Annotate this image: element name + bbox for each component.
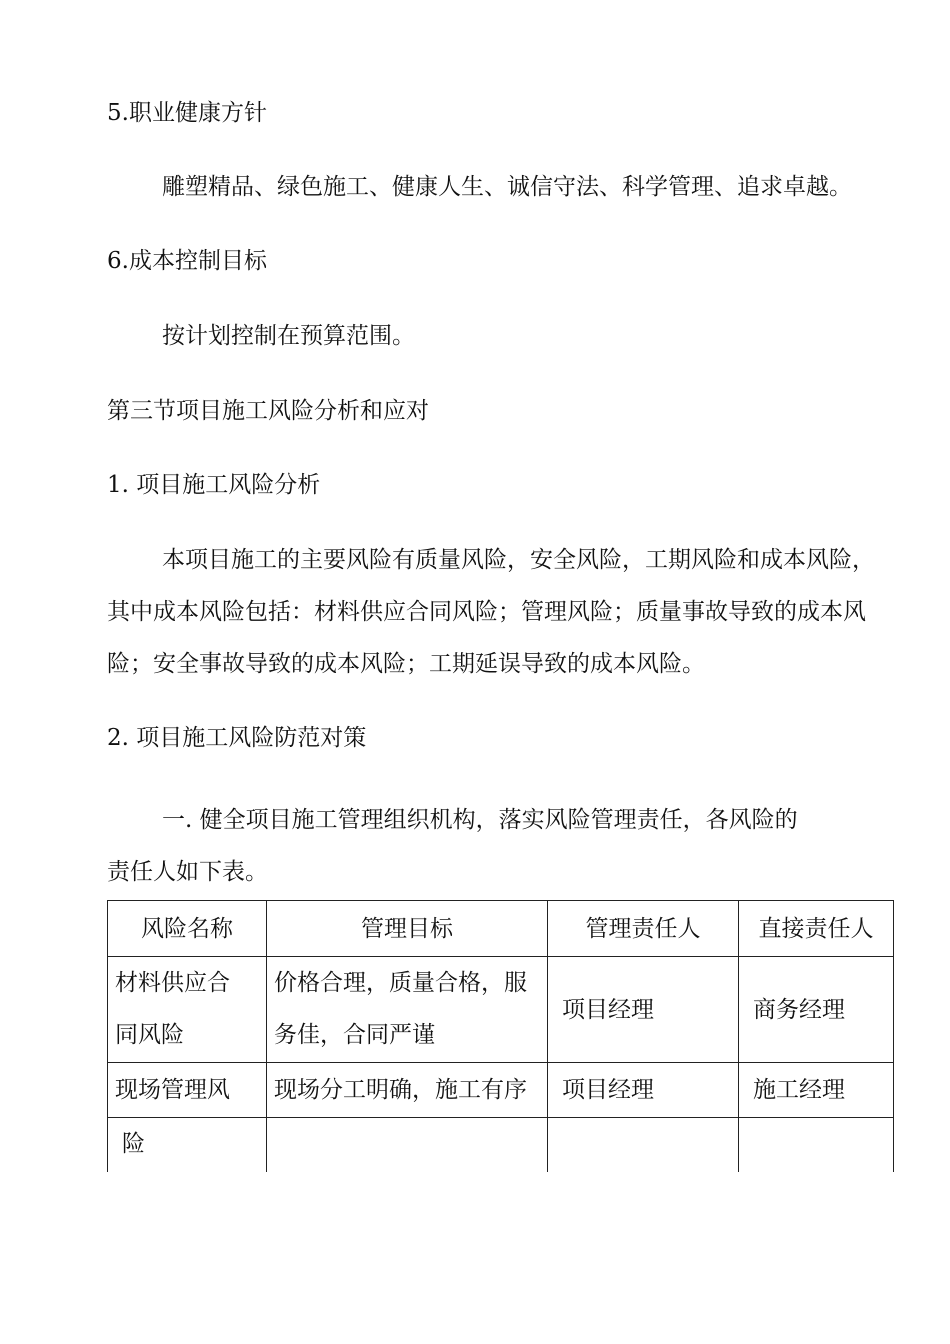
- cell-text-line: 价格合理，质量合格，服: [274, 970, 527, 996]
- cell-management-goal: 现场分工明确，施工有序: [267, 1063, 548, 1118]
- cell-risk-name: 现场管理风: [108, 1063, 267, 1118]
- cell-text-line: 务佳，合同严谨: [274, 1022, 435, 1048]
- risk-analysis-body-line-1: 本项目施工的主要风险有质量风险，安全风险，工期风险和成本风险，: [162, 547, 875, 573]
- risk-analysis-body-line-3: 险；安全事故导致的成本风险；工期延误导致的成本风险。: [107, 651, 705, 677]
- risk-analysis-heading: 1. 项目施工风险分析: [107, 472, 321, 498]
- cell-direct: 商务经理: [739, 957, 894, 1063]
- cell-manager: [548, 1118, 739, 1172]
- table-row: [108, 957, 894, 1063]
- header-risk-name: 风险名称: [108, 901, 267, 957]
- cell-manager: 项目经理: [548, 1063, 739, 1118]
- table-header-row: [108, 901, 894, 957]
- risk-analysis-body-line-2: 其中成本风险包括：材料供应合同风险；管理风险；质量事故导致的成本风: [107, 599, 866, 625]
- header-direct-responsible: 直接责任人: [739, 901, 894, 957]
- cell-text-line: 同风险: [115, 1022, 184, 1048]
- header-management-responsible: 管理责任人: [548, 901, 739, 957]
- section-6-heading: 6.成本控制目标: [107, 248, 267, 274]
- risk-countermeasure-heading: 2. 项目施工风险防范对策: [107, 725, 367, 751]
- cell-manager: 项目经理: [548, 957, 739, 1063]
- countermeasure-body-line-1: 一. 健全项目施工管理组织机构，落实风险管理责任，各风险的: [162, 807, 798, 833]
- cell-management-goal: [267, 1118, 548, 1172]
- chapter-heading: 第三节项目施工风险分析和应对: [107, 398, 429, 424]
- countermeasure-body-line-2: 责任人如下表。: [107, 859, 268, 885]
- cell-text-line: 材料供应合: [115, 970, 230, 996]
- cell-direct: [739, 1118, 894, 1172]
- table-row: [108, 1118, 894, 1172]
- cell-management-goal: [267, 957, 548, 1063]
- table-row: [108, 1063, 894, 1118]
- section-6-body: 按计划控制在预算范围。: [162, 323, 415, 349]
- cell-risk-name: 险: [108, 1118, 267, 1172]
- risk-responsibility-table: [107, 900, 894, 1172]
- cell-direct: 施工经理: [739, 1063, 894, 1118]
- section-5-heading: 5.职业健康方针: [107, 100, 267, 126]
- header-management-goal: 管理目标: [267, 901, 548, 957]
- cell-risk-name: [108, 957, 267, 1063]
- section-5-body: 雕塑精品、绿色施工、健康人生、诚信守法、科学管理、追求卓越。: [162, 174, 852, 200]
